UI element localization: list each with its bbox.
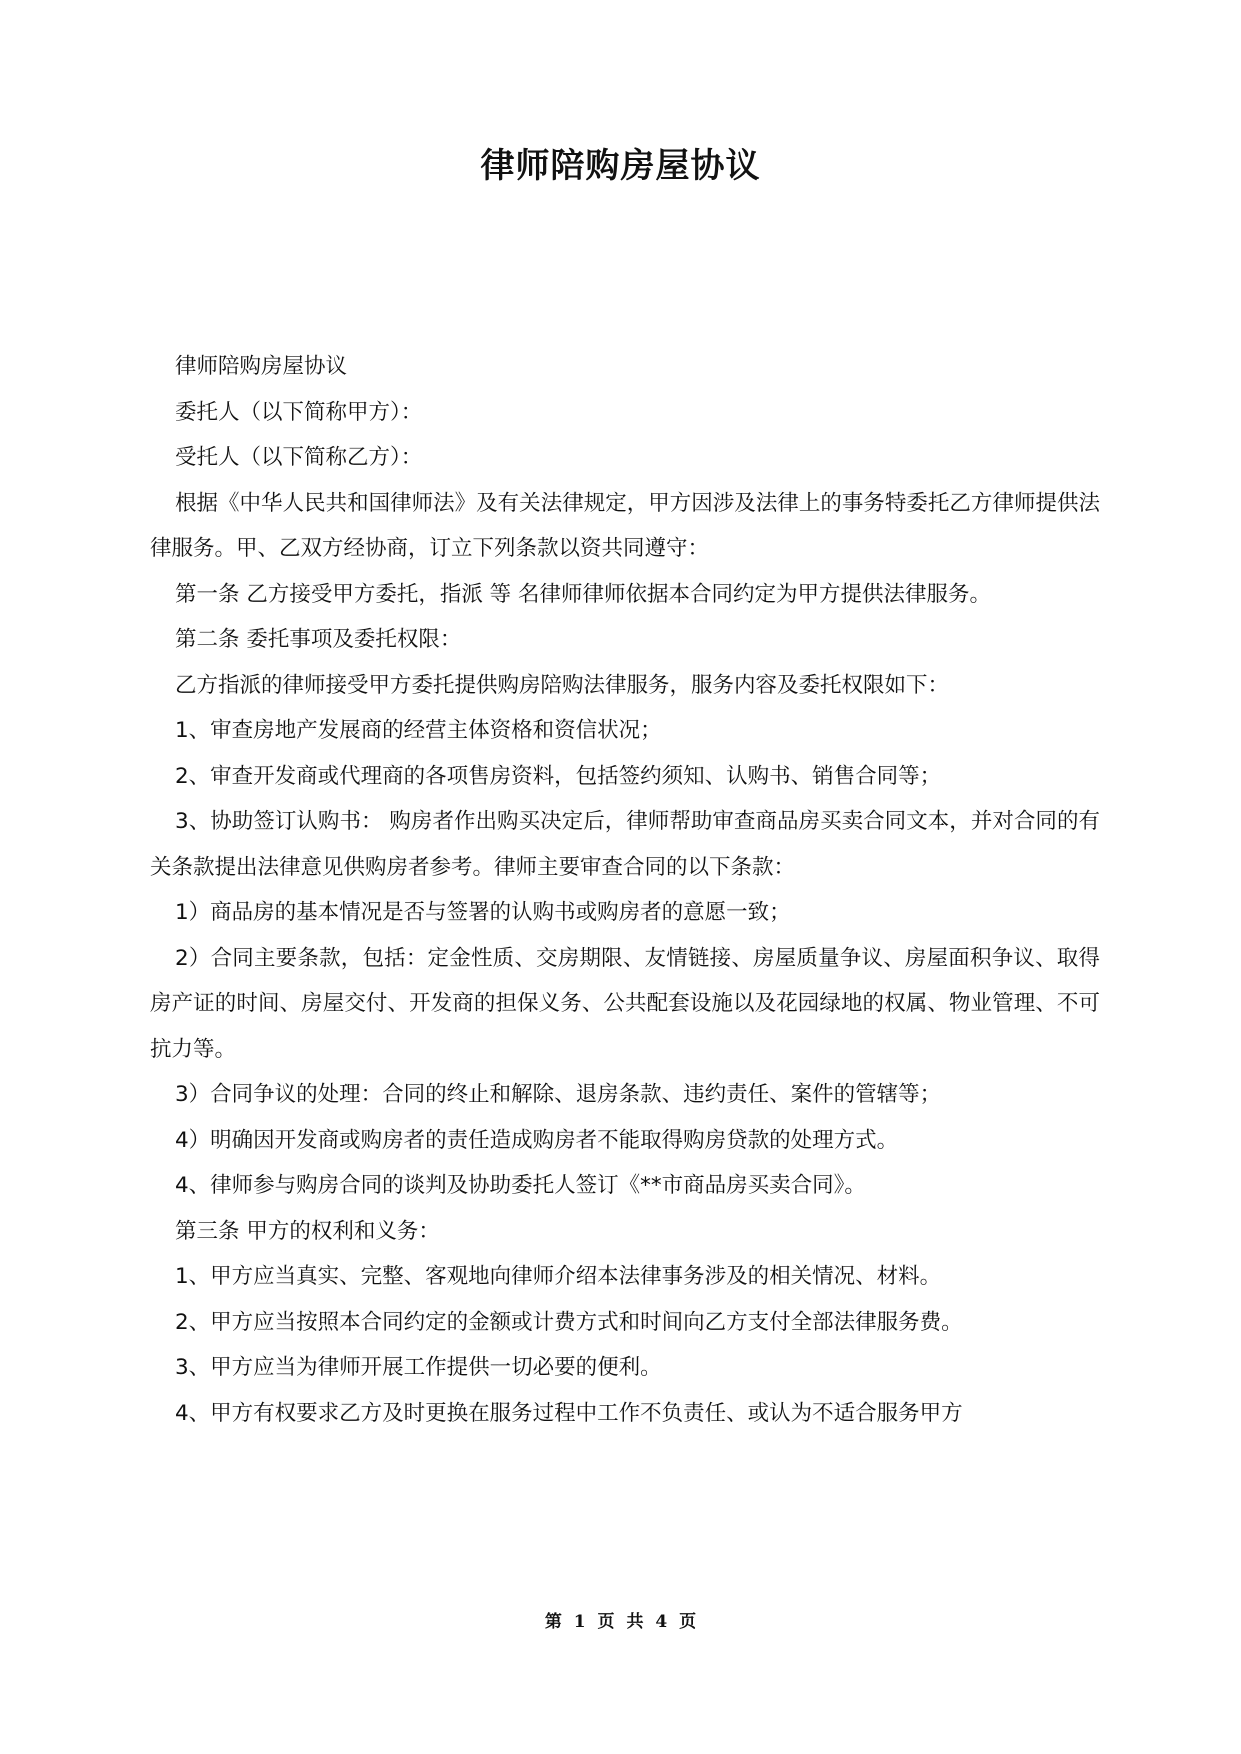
paragraph: 2）合同主要条款，包括：定金性质、交房期限、友情链接、房屋质量争议、房屋面积争议、取得房产证的时间、房屋交付、开发商的担保义务、公共配套设施以及花园绿地的权属、物业管理、不可抗力等。: [150, 945, 1100, 1062]
paragraph: 3）合同争议的处理：合同的终止和解除、退房条款、违约责任、案件的管辖等；: [175, 1082, 942, 1107]
paragraph: 4）明确因开发商或购房者的责任造成购房者不能取得购房贷款的处理方式。: [175, 1127, 899, 1153]
paragraph: 第一条 乙方接受甲方委托，指派 等 名律师律师依据本合同约定为甲方提供法律服务。: [175, 581, 992, 607]
paragraph: 第二条 委托事项及委托权限：: [175, 627, 462, 652]
paragraph: 2、甲方应当按照本合同约定的金额或计费方式和时间向乙方支付全部法律服务费。: [175, 1309, 963, 1335]
paragraph: 根据《中华人民共和国律师法》及有关法律规定，甲方因涉及法律上的事务特委托乙方律师提供法律服务。甲、乙双方经协商，订立下列条款以资共同遵守：: [150, 490, 1100, 561]
paragraph: 1）商品房的基本情况是否与签署的认购书或购房者的意愿一致；: [175, 900, 791, 925]
paragraph: 2、审查开发商或代理商的各项售房资料，包括签约须知、认购书、销售合同等；: [175, 763, 942, 789]
page-number-footer: 第 1 页 共 4 页: [544, 1612, 697, 1632]
paragraph: 乙方指派的律师接受甲方委托提供购房陪购法律服务，服务内容及委托权限如下：: [175, 672, 950, 698]
document-title: 律师陪购房屋协议: [480, 146, 761, 186]
paragraph: 1、审查房地产发展商的经营主体资格和资信状况；: [175, 718, 662, 743]
paragraph: 受托人（以下简称乙方）：: [175, 445, 423, 470]
paragraph: 律师陪购房屋协议: [175, 354, 348, 379]
paragraph: 3、甲方应当为律师开展工作提供一切必要的便利。: [175, 1355, 662, 1380]
paragraph: 3、协助签订认购书： 购房者作出购买决定后，律师帮助审查商品房买卖合同文本，并对合同的有关条款提出法律意见供购房者参考。律师主要审查合同的以下条款：: [150, 809, 1100, 880]
document-body: [150, 344, 1100, 1436]
paragraph: 4、甲方有权要求乙方及时更换在服务过程中工作不负责任、或认为不适合服务甲方: [175, 1400, 963, 1426]
paragraph: 委托人（以下简称甲方）：: [175, 399, 423, 425]
paragraph: 4、律师参与购房合同的谈判及协助委托人签订《**市商品房买卖合同》。: [175, 1173, 866, 1198]
paragraph: 1、甲方应当真实、完整、客观地向律师介绍本法律事务涉及的相关情况、材料。: [175, 1264, 942, 1289]
paragraph: 第三条 甲方的权利和义务：: [175, 1218, 440, 1244]
